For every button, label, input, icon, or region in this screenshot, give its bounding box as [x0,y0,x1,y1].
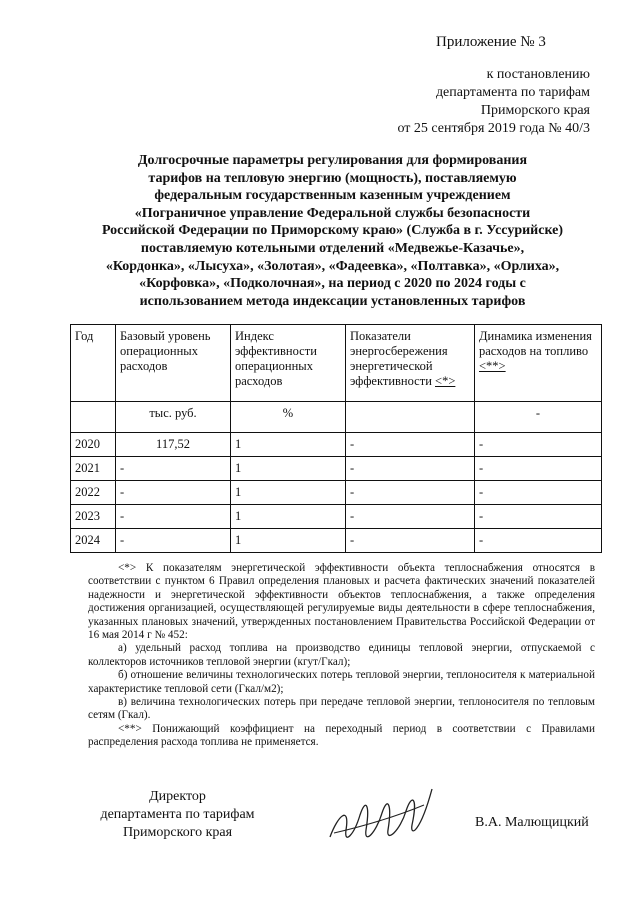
unit-cell-year [71,402,116,433]
signatory-position [90,788,265,842]
header-fuel-dynamics-text: Динамика изменения расходов на топливо [479,329,592,358]
row-energy: - [346,505,475,529]
position-line: департамента по тарифам [100,807,255,822]
row-dynamics: - [475,529,602,553]
reference-line: к постановлению [486,67,590,82]
row-energy: - [346,481,475,505]
title-line: федеральным государственным казенным учреждением [154,188,511,204]
parameters-table [70,324,602,553]
table-row [71,505,602,529]
row-year: 2024 [71,529,116,553]
row-base: - [116,481,231,505]
unit-cell-energy [346,402,475,433]
footnote-ref-1: <*> [435,374,456,388]
row-index: 1 [231,433,346,457]
table-row [71,457,602,481]
row-dynamics: - [475,481,602,505]
row-base: - [116,529,231,553]
row-dynamics: - [475,457,602,481]
signature-scribble [320,775,440,855]
appendix-number: Приложение № 3 [436,34,546,50]
footnote-item-a: а) удельный расход топлива на производство единицы тепловой энергии, отпускаемой с коллекторов источников тепловой энергии (кгут/Гкал); [88,642,595,668]
document-title [70,152,595,310]
row-year: 2021 [71,457,116,481]
header-efficiency-index: Индекс эффективности операционных расходов [231,325,346,402]
footnote-item-b: б) отношение величины технологических потерь тепловой энергии, теплоносителя к материальной характеристике тепловой сети (Гкал/м2); [88,669,595,695]
reference-line: от 25 сентября 2019 года № 40/3 [397,121,590,136]
table-row [71,481,602,505]
signatory-name: В.А. Малющицкий [475,815,589,830]
unit-index: % [231,402,346,433]
footnote-item-c: в) величина технологических потерь при передаче тепловой энергии, теплоносителя по тепловым сетям (Гкал). [88,696,595,722]
position-line: Директор [149,789,206,804]
header-year: Год [71,325,116,402]
row-dynamics: - [475,433,602,457]
row-index: 1 [231,529,346,553]
row-base: - [116,457,231,481]
row-energy: - [346,433,475,457]
row-energy: - [346,457,475,481]
reference-line: Приморского края [480,103,590,118]
row-index: 1 [231,505,346,529]
title-line: поставляемую котельными отделений «Медвежье-Казачье», [140,240,525,256]
header-base-level: Базовый уровень операционных расходов [116,325,231,402]
row-year: 2020 [71,433,116,457]
title-line: Российской Федерации по Приморскому краю» (Служба в г. Уссурийске) [101,223,564,239]
table-row [71,433,602,457]
footnote-ref-2: <**> [479,359,506,373]
title-line: «Корфовка», «Подколочная», на период с 2020 по 2024 годы с [139,276,526,292]
title-line: Долгосрочные параметры регулирования для формирования [137,153,528,168]
position-line: Приморского края [122,825,233,840]
unit-dynamics: - [475,402,602,433]
header-energy-saving [346,325,475,402]
title-line: «Кордонка», «Лысуха», «Золотая», «Фадеевка», «Полтавка», «Орлиха», [105,258,560,274]
footnotes [88,562,595,750]
footnote-energy-efficiency: <*> К показателям энергетической эффективности объекта теплоснабжения относятся в соответствии с пунктом 6 Правил определения плановых и расчета фактических значений показателей надежности и энергетической эффективности объектов теплоснабжения, а также определения достижения организацией, осуществляющей регулируемые виды деятельности в сфере теплоснабжения, указанных плановых значений, утвержденных постановлением Правительства Российской Федерации от 16 мая 2014 г № 452: [88,562,595,642]
row-energy: - [346,529,475,553]
table-header-row [71,325,602,402]
row-year: 2023 [71,505,116,529]
title-line: тарифов на тепловую энергию (мощность), поставляемую [148,170,517,186]
reference-line: департамента по тарифам [435,85,590,100]
header-fuel-dynamics [475,325,602,402]
handwritten-signature [320,775,440,860]
row-year: 2022 [71,481,116,505]
row-base: - [116,505,231,529]
resolution-reference [340,66,590,138]
header-energy-saving-text: Показатели энергосбережения энергетической эффективности [350,329,448,388]
row-base: 117,52 [116,433,231,457]
table-row [71,529,602,553]
title-line: использованием метода индексации установленных тарифов [139,293,526,309]
units-row [71,402,602,433]
title-line: «Пограничное управление Федеральной службы безопасности [134,205,531,221]
footnote-coefficient: <**> Понижающий коэффициент на переходный период в соответствии с Правилами распределения расхода топлива не применяется. [88,722,595,749]
row-index: 1 [231,481,346,505]
row-dynamics: - [475,505,602,529]
row-index: 1 [231,457,346,481]
unit-base: тыс. руб. [116,402,231,433]
